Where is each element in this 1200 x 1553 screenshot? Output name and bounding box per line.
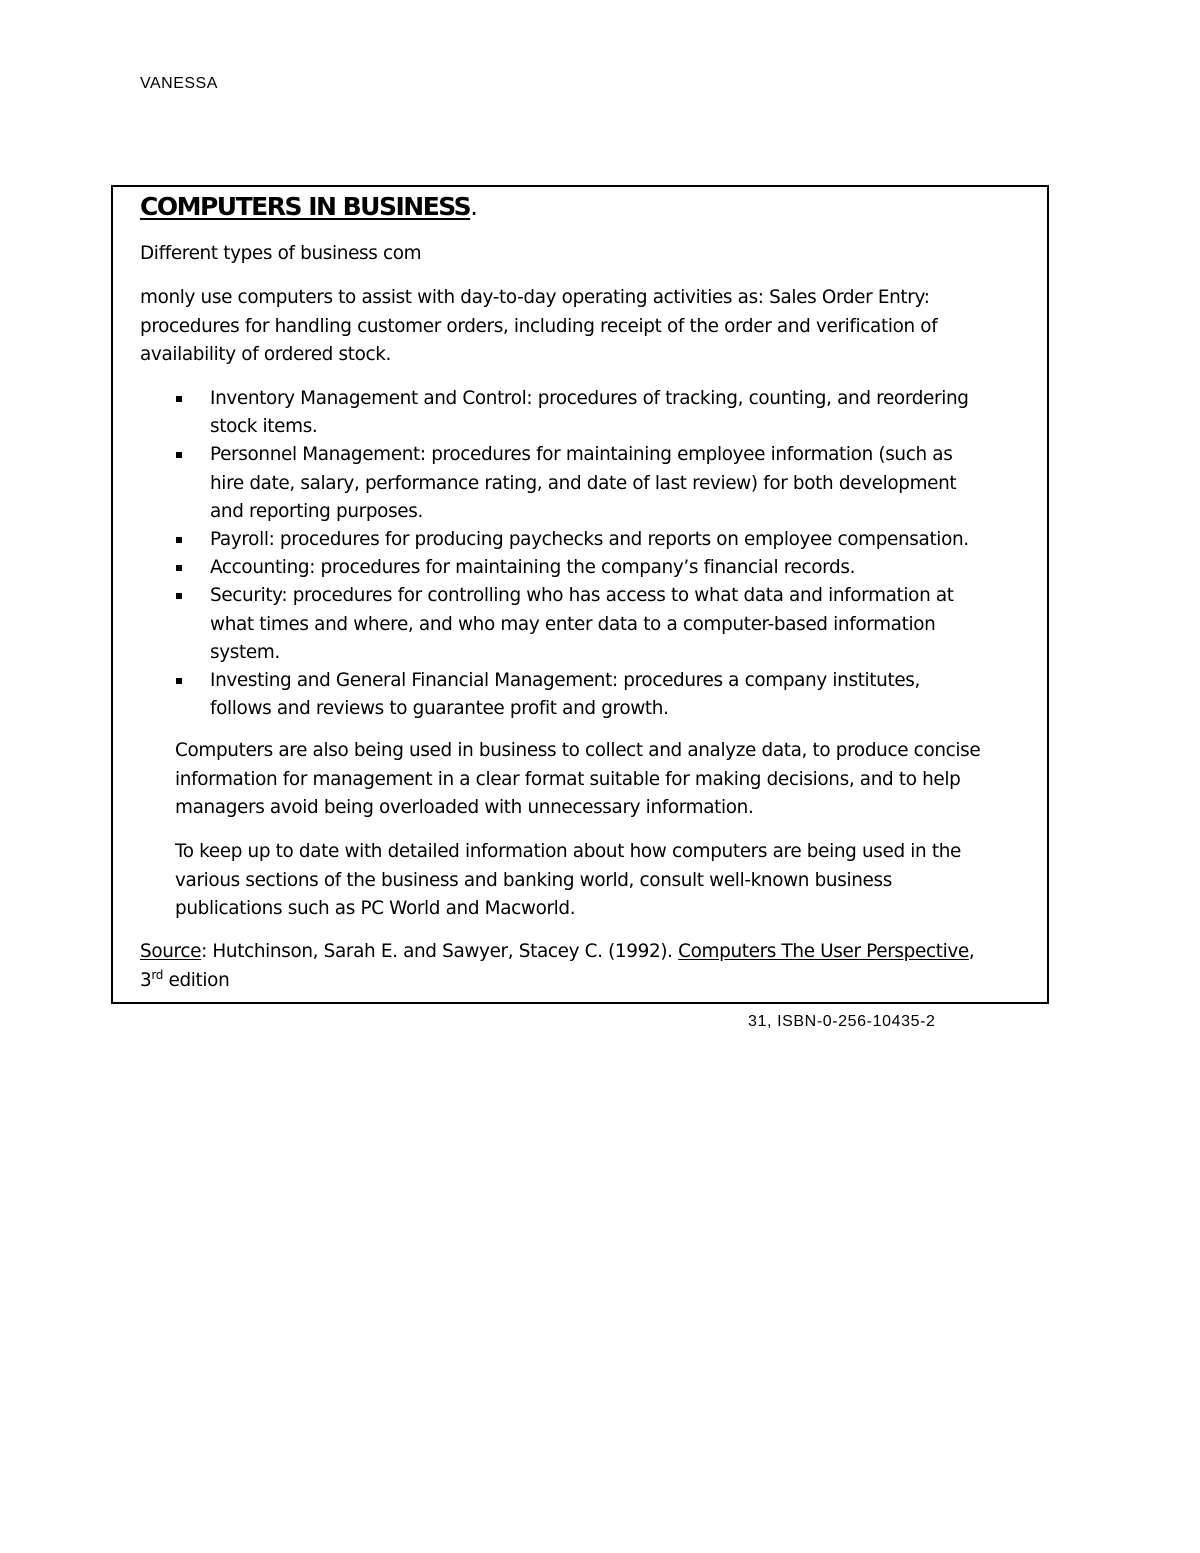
bullet-line: hire date, salary, performance rating, and date of last review) for both development (210, 472, 957, 494)
author-name: VANESSA (140, 75, 218, 92)
intro-line: Different types of business com (140, 243, 422, 264)
source-colon: : (201, 941, 207, 962)
source-book-title: Computers The User Perspective (678, 941, 969, 962)
square-bullet-icon (176, 537, 182, 543)
activity-bullet-list (174, 385, 969, 723)
paragraph-1-line: availability of ordered stock. (140, 344, 392, 365)
paragraph-3-line: To keep up to date with detailed information about how computers are being used in the (175, 841, 961, 862)
edition-word: edition (163, 969, 230, 991)
bullet-line: what times and where, and who may enter data to a computer-based information (210, 613, 936, 635)
page-title-text: COMPUTERS IN BUSINESS (140, 192, 471, 221)
bullet-line: stock items. (210, 416, 318, 438)
bullet-item-accounting (174, 554, 969, 582)
paragraph-3 (175, 838, 961, 924)
square-bullet-icon (176, 452, 182, 458)
paragraph-3-line: various sections of the business and banking world, consult well-known business (175, 869, 892, 891)
square-bullet-icon (176, 396, 182, 402)
paragraph-1-line: monly use computers to assist with day-to-day operating activities as: Sales Order Entry: (140, 287, 930, 308)
bullet-line: Inventory Management and Control: procedures of tracking, counting, and reordering (210, 388, 969, 409)
paragraph-1-line: procedures for handling customer orders, including receipt of the order and verification of (140, 315, 938, 337)
source-label: Source (140, 941, 202, 962)
bullet-item-investing (174, 667, 969, 723)
page-title (140, 192, 477, 221)
paragraph-3-line: publications such as PC World and Macworld. (175, 898, 576, 919)
bullet-item-security (174, 582, 969, 667)
bullet-line: and reporting purposes. (210, 500, 423, 522)
square-bullet-icon (176, 565, 182, 571)
bullet-item-payroll (174, 526, 969, 554)
square-bullet-icon (176, 678, 182, 684)
bullet-line: Personnel Management: procedures for maintaining employee information (such as (210, 444, 953, 466)
bullet-item-inventory (174, 385, 969, 441)
bullet-line: Security: procedures for controlling who has access to what data and information at (210, 585, 954, 607)
bullet-line: follows and reviews to guarantee profit and growth. (210, 698, 669, 720)
paragraph-2-line: managers avoid being overloaded with unnecessary information. (175, 797, 754, 818)
bullet-item-personnel (174, 441, 969, 526)
bullet-line: Payroll: procedures for producing paychecks and reports on employee compensation. (210, 529, 969, 551)
paragraph-1 (140, 284, 937, 370)
bullet-line: Investing and General Financial Management: procedures a company institutes, (210, 670, 921, 692)
source-citation-line-1 (140, 938, 974, 967)
paragraph-2-line: Computers are also being used in business to collect and analyze data, to produce concise (175, 740, 981, 761)
source-citation (140, 938, 974, 995)
edition-superscript: rd (151, 967, 163, 982)
paragraph-2-line: information for management in a clear format suitable for making decisions, and to help (175, 768, 961, 790)
bullet-line: Accounting: procedures for maintaining the company’s financial records. (210, 557, 856, 579)
bullet-line: system. (210, 641, 280, 663)
source-citation-line-2 (140, 967, 974, 996)
square-bullet-icon (176, 593, 182, 599)
edition-number: 3 (140, 969, 152, 991)
source-authors: Hutchinson, Sarah E. and Sawyer, Stacey C. (1992). (206, 941, 679, 962)
source-comma: , (968, 941, 975, 962)
isbn-footer: 31, ISBN-0-256-10435-2 (748, 1013, 936, 1030)
page-title-period: . (470, 192, 477, 221)
paragraph-2 (175, 737, 980, 823)
content-box (111, 185, 1049, 1004)
